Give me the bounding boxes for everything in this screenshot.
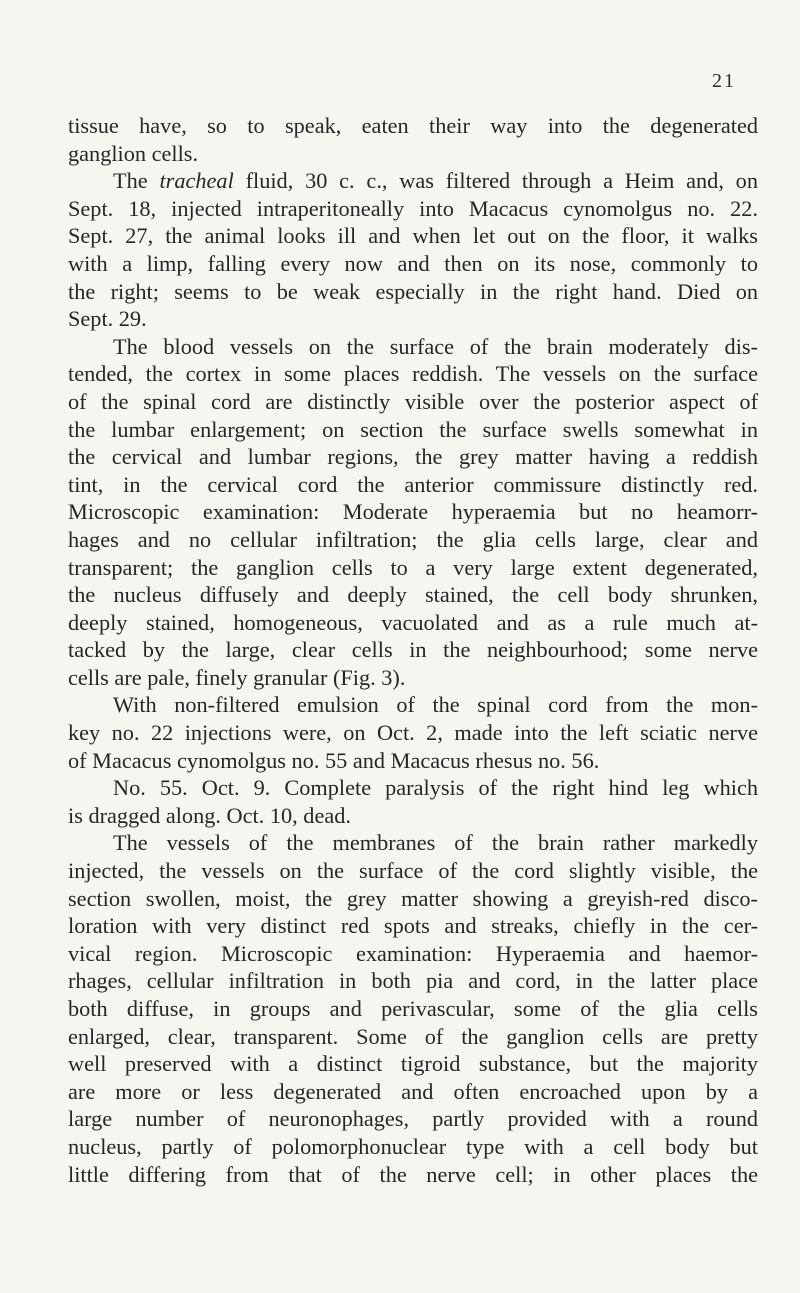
text-line: tissue have, so to speak, eaten their way into the degenerated [68, 113, 758, 138]
text-line: of Macacus cynomolgus no. 55 and Macacus rhesus no. 56. [68, 747, 600, 773]
text-line: large number of neuronophages, partly provided with a round [68, 1106, 758, 1132]
text-line: cells are pale, finely granular (Fig. 3). [68, 664, 406, 690]
text-line: little differing from that of the nerve cell; in other places the [68, 1161, 758, 1187]
text-line: the lumbar enlargement; on section the surface swells somewhat in [68, 416, 758, 442]
text-line: The vessels of the membranes of the brain rather markedly [113, 830, 758, 856]
text-line: vical region. Microscopic examination: Hyperaemia and haemor- [68, 940, 758, 966]
text-line: loration with very distinct red spots and streaks, chiefly in the cer- [68, 913, 758, 939]
text-line: rhages, cellular infiltration in both pia and cord, in the latter place [68, 968, 758, 994]
text-line: nucleus, partly of polomorphonuclear type with a cell body but [68, 1133, 758, 1159]
text-line: ganglion cells. [68, 140, 199, 166]
text-line: the cervical and lumbar regions, the grey matter having a reddish [68, 444, 758, 470]
text-line: hages and no cellular infiltration; the glia cells large, clear and [68, 526, 758, 552]
page-number: 21 [712, 70, 736, 92]
text-line: deeply stained, homogeneous, vacuolated and as a rule much at- [68, 609, 758, 635]
italic-term: tracheal [159, 168, 234, 194]
text-line: both diffuse, in groups and perivascular, some of the glia cells [68, 996, 758, 1021]
text-line: The blood vessels on the surface of the brain moderately dis- [113, 333, 758, 359]
text-line: the nucleus diffusely and deeply stained, the cell body shrunken, [68, 582, 758, 608]
text-line: enlarged, clear, transparent. Some of the ganglion cells are pretty [68, 1023, 758, 1049]
text-span: The [113, 168, 160, 194]
text-line [68, 167, 758, 195]
text-line: well preserved with a distinct tigroid substance, but the majority [68, 1051, 758, 1077]
text-line: Sept. 29. [68, 306, 147, 332]
text-line: with a limp, falling every now and then on its nose, commonly to [68, 250, 758, 276]
text-line: section swollen, moist, the grey matter showing a greyish-red disco- [68, 885, 758, 911]
text-line: Microscopic examination: Moderate hyperaemia but no heamorr- [68, 499, 758, 525]
text-line: transparent; the ganglion cells to a very large extent degenerated, [68, 554, 758, 580]
text-line: are more or less degenerated and often encroached upon by a [68, 1078, 758, 1104]
text-line: No. 55. Oct. 9. Complete paralysis of the right hind leg which [113, 775, 758, 801]
text-line: injected, the vessels on the surface of the cord slightly visible, the [68, 858, 758, 884]
text-line: is dragged along. Oct. 10, dead. [68, 802, 351, 828]
text-line: tended, the cortex in some places reddish. The vessels on the surface [68, 361, 758, 387]
text-span: fluid, 30 c. c., was filtered through a Heim and, on [233, 168, 758, 194]
text-line: Sept. 27, the animal looks ill and when let out on the floor, it walks [68, 223, 758, 249]
text-line: With non-filtered emulsion of the spinal cord from the mon- [113, 692, 758, 718]
text-line: Sept. 18, injected intraperitoneally into Macacus cynomolgus no. 22. [68, 195, 758, 221]
text-line: key no. 22 injections were, on Oct. 2, made into the left sciatic nerve [68, 720, 758, 746]
text-line: tacked by the large, clear cells in the neighbourhood; some nerve [68, 637, 758, 663]
body-text [68, 112, 758, 1188]
text-line: the right; seems to be weak especially in the right hand. Died on [68, 278, 758, 304]
text-line: of the spinal cord are distinctly visible over the posterior aspect of [68, 388, 758, 414]
text-line: tint, in the cervical cord the anterior commissure distinctly red. [68, 471, 758, 497]
